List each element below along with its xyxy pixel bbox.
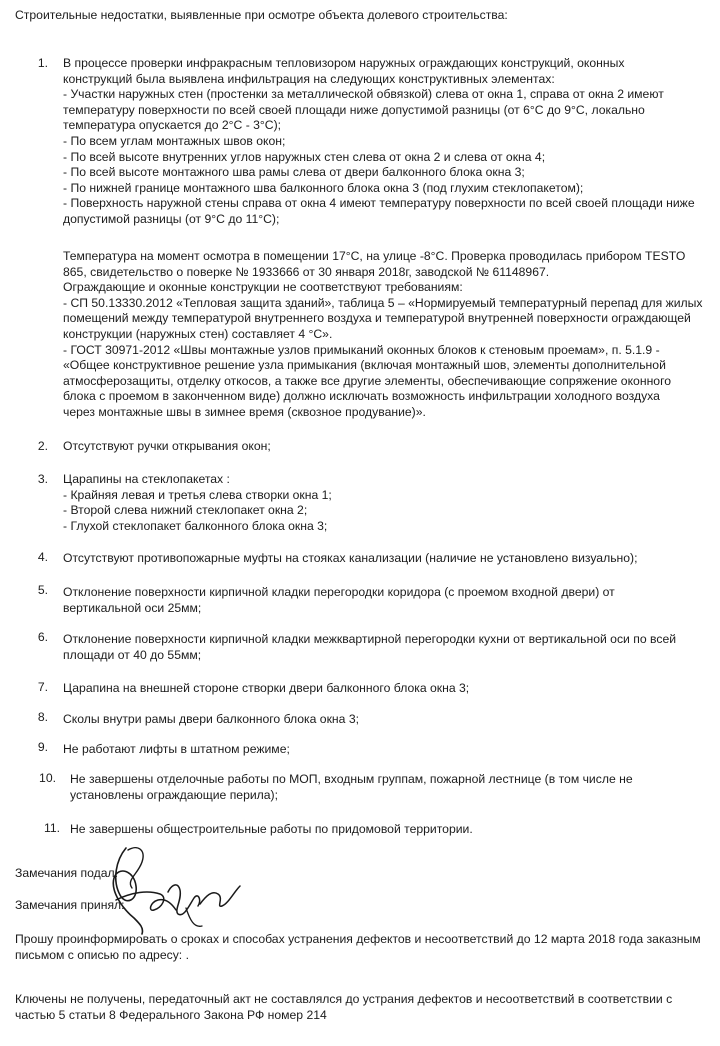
item-line: температуру поверхности по всей своей площади ниже допустимой разницы (от 6°С до 9°С, локально	[63, 102, 645, 117]
request-paragraph	[15, 932, 705, 963]
item-line: Не завершены общестроительные работы по придомовой территории.	[70, 822, 473, 836]
item-line: Отсутствуют ручки открывания окон;	[63, 439, 271, 453]
item-line: - По нижней границе монтажного шва балконного блока окна 3 (под глухим стеклопакетом);	[63, 180, 584, 195]
item-line: допустимой разницы (от 9°С до 11°С);	[63, 211, 280, 226]
item-number: 10.	[39, 771, 56, 785]
item-line: через монтажные швы в зимнее время (сквозное продувание)».	[63, 404, 426, 419]
item-number: 2.	[37, 439, 48, 453]
request-line: письмом с описью по адресу: .	[15, 947, 189, 962]
item-line: Царапины на стеклопакетах :	[63, 472, 230, 486]
item-line: Отклонение поверхности кирпичной кладки перегородки коридора (с проемом входной двери) от	[63, 585, 615, 599]
item-number: 9.	[37, 740, 48, 754]
item-line: - Поверхность наружной стены справа от окна 4 имеют температуру поверхности по всей своей площади ниже	[63, 196, 695, 211]
item-4-text	[63, 551, 706, 567]
item-9-text	[63, 742, 706, 758]
item-line: - По всей высоте внутренних углов наружных стен слева от окна 2 и слева от окна 4;	[63, 149, 546, 164]
item-2-text	[63, 439, 706, 455]
item-line: температура опускается до 2°С - 3°С);	[63, 118, 282, 133]
item-6-text	[63, 632, 706, 663]
item-8-text	[63, 712, 706, 728]
request-line: Прошу проинформировать о сроках и способах устранения дефектов и несоответствий до 12 марта 2018 года заказным	[15, 932, 701, 946]
item-1-text	[63, 56, 706, 228]
item-line: Царапина на внешней стороне створки двери балконного блока окна 3;	[63, 681, 470, 695]
item-line: Не работают лифты в штатном режиме;	[63, 742, 290, 756]
item-line: Сколы внутри рамы двери балконного блока окна 3;	[63, 712, 359, 726]
item-line: - Второй слева нижний стеклопакет окна 2;	[63, 503, 308, 518]
item-line: Отсутствуют противопожарные муфты на стояках канализации (наличие не установлено визуально);	[63, 551, 638, 565]
item-7-text	[63, 681, 706, 697]
item-line: - Участки наружных стен (простенки за металлической обвязкой) слева от окна 1, справа от окна 2 имеют	[63, 87, 664, 102]
item-line: Ограждающие и оконные конструкции не соответствуют требованиям:	[63, 280, 463, 295]
item-line: блока с проемом в законченном виде) должно исключать возможность инфильтрации холодного воздуха	[63, 389, 660, 404]
item-number: 4.	[37, 550, 48, 564]
item-line: площади от 40 до 55мм;	[63, 647, 202, 662]
item-line: «Общее конструктивное решение узла примыкания (включая монтажный шов, элементы дополнительной	[63, 358, 666, 373]
item-5-text	[63, 585, 706, 616]
item-line: установлены ограждающие перила);	[70, 787, 279, 802]
item-line: конструкции (наружных стен) составляет 4 °С».	[63, 326, 333, 341]
item-1-extra-text	[63, 249, 706, 421]
item-number: 5.	[37, 583, 48, 597]
item-11-text	[70, 822, 713, 838]
closing-line: частью 5 статьи 8 Федерального Закона РФ номер 214	[15, 1007, 327, 1022]
item-line: помещений между температурой внутреннего воздуха и температурой внутренней поверхности ограждающей	[63, 311, 691, 326]
item-line: Не завершены отделочные работы по МОП, входным группам, пожарной лестнице (в том числе не	[70, 772, 633, 786]
item-line: В процессе проверки инфракрасным тепловизором наружных ограждающих конструкций, оконных	[63, 56, 625, 70]
item-number: 6.	[37, 630, 48, 644]
item-number: 8.	[37, 710, 48, 724]
item-line: - По всей высоте монтажного шва рамы слева от двери балконного блока окна 3;	[63, 165, 525, 180]
item-number: 7.	[37, 680, 48, 694]
remarks-submitted-label: Замечания подал:	[15, 866, 119, 880]
item-line: конструкций была выявлена инфильтрация на следующих конструктивных элементах:	[63, 71, 555, 86]
document-title: Строительные недостатки, выявленные при осмотре объекта долевого строительства:	[15, 8, 508, 22]
item-line: вертикальной оси 25мм;	[63, 600, 202, 615]
item-line: - По всем углам монтажных швов окон;	[63, 133, 286, 148]
item-line: - СП 50.13330.2012 «Тепловая защита зданий», таблица 5 – «Нормируемый температурный перепад для жилых	[63, 295, 703, 310]
item-3-text	[63, 472, 706, 534]
item-number: 3.	[37, 472, 48, 486]
item-line: Температура на момент осмотра в помещении 17°С, на улице -8°С. Проверка проводилась прибором TESTO	[63, 249, 686, 263]
item-line: - ГОСТ 30971-2012 «Швы монтажные узлов примыканий оконных блоков к стеновым проемам», п. 5.1.9 -	[63, 342, 660, 357]
closing-line: Ключены не получены, передаточный акт не составлялся до устрания дефектов и несоответствий в соответствии с	[15, 992, 673, 1006]
item-line: атмосферозащиты, отделку откосов, а также все другие элементы, обеспечивающие сопряжение оконного	[63, 373, 672, 388]
remarks-accepted-label: Замечания принял:	[15, 898, 125, 912]
item-number: 11.	[43, 821, 60, 835]
item-line: Отклонение поверхности кирпичной кладки межквартирной перегородки кухни от вертикальной оси по всей	[63, 632, 677, 646]
closing-paragraph	[15, 992, 705, 1023]
item-line: - Глухой стеклопакет балконного блока окна 3;	[63, 518, 328, 533]
item-line: 865, свидетельство о поверке № 1933666 от 30 января 2018г, заводской № 61148967.	[63, 264, 550, 279]
item-number: 1.	[37, 56, 48, 70]
item-10-text	[70, 772, 713, 803]
item-line: - Крайняя левая и третья слева створки окна 1;	[63, 487, 332, 502]
handwritten-signature	[98, 840, 248, 940]
